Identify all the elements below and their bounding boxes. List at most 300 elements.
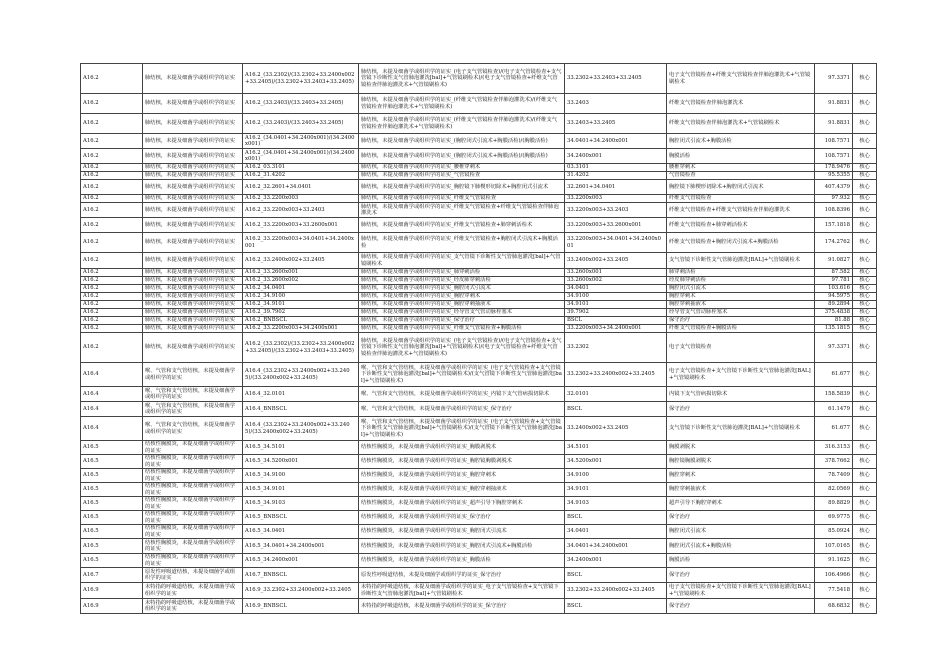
category-cell: 核心 [853,301,877,309]
diagnosis-code-cell: A16.2 [81,180,143,195]
weight-cell: 158.5839 [815,387,853,402]
category-cell: 核心 [853,417,877,441]
diagnosis-name-cell: 结核性胸膜炎，未提及细菌学或组织学的证实 [143,497,243,511]
weight-cell: 85.0924 [815,525,853,539]
group-name-cell: 肺结核，未提及细菌学或组织学的证实_(胸腔闭式引流术+胸膜活检)/(胸膜活检) [359,134,565,149]
diagnosis-code-cell: A16.2 [81,317,143,325]
category-cell: 核心 [853,583,877,599]
weight-cell: 135.1815 [815,325,853,333]
procedure-code-cell: BSCL [565,568,667,583]
diagnosis-code-cell: A16.2 [81,333,143,363]
group-name-cell: 肺结核，未提及细菌学或组织学的证实_支气管镜下诊断性支气管肺泡灌洗[bal]+气管镜刷检术 [359,253,565,269]
table-row [81,277,877,285]
group-name-cell: 结核性胸膜炎，未提及细菌学或组织学的证实_胸腔穿刺抽液术 [359,483,565,497]
diagnosis-code-cell: A16.5 [81,469,143,483]
diagnosis-code-cell: A16.2 [81,149,143,164]
group-name-cell: 肺结核，未提及细菌学或组织学的证实_胸腔镜下肺楔形切除术+胸腔闭式引流术 [359,180,565,195]
diagnosis-name-cell: 结核性胸膜炎，未提及细菌学或组织学的证实 [143,441,243,455]
table-row [81,497,877,511]
group-code-cell: A16.5_34.9100 [243,469,359,483]
diagnosis-name-cell: 原发性呼吸道结核，未提及细菌学或组织学的证实 [143,568,243,583]
procedure-code-cell: BSCL [565,317,667,325]
diagnosis-code-cell: A16.2 [81,195,143,203]
weight-cell: 106.4966 [815,568,853,583]
diagnosis-code-cell: A16.4 [81,402,143,417]
procedure-name-cell: 纤维支气管镜检查+肺穿刺活检术 [667,218,815,233]
weight-cell: 178.9476 [815,164,853,172]
diagnosis-name-cell: 结核性胸膜炎，未提及细菌学或组织学的证实 [143,511,243,525]
procedure-name-cell: 电子支气管镜检查+纤维支气管镜检查伴肺泡灌洗术+气管镜刷检术 [667,64,815,94]
procedure-name-cell: 纤维支气管镜检查伴肺泡灌洗术 [667,94,815,114]
diagnosis-name-cell: 肺结核，未提及细菌学或组织学的证实 [143,94,243,114]
diagnosis-code-cell: A16.2 [81,301,143,309]
group-name-cell: 肺结核，未提及细菌学或组织学的证实_(纤维支气管镜检查伴肺泡灌洗术)/(纤维支气管镜检查伴肺泡灌洗术+气管镜刷检术) [359,94,565,114]
weight-cell: 97.3371 [815,333,853,363]
weight-cell: 82.0569 [815,483,853,497]
group-code-cell: A16.2_34.9101 [243,301,359,309]
diagnosis-name-cell: 肺结核，未提及细菌学或组织学的证实 [143,285,243,293]
group-name-cell: 结核性胸膜炎，未提及细菌学或组织学的证实_胸膜活检 [359,554,565,568]
procedure-code-cell: 39.7902 [565,309,667,317]
group-code-cell: A16.5_BNBSCL [243,511,359,525]
weight-cell: 174.2762 [815,233,853,253]
procedure-code-cell: 34.9101 [565,301,667,309]
weight-cell: 91.8831 [815,94,853,114]
procedure-code-cell: 31.4202 [565,172,667,180]
category-cell: 核心 [853,568,877,583]
procedure-name-cell: 电子支气管镜检查 [667,333,815,363]
diagnosis-code-cell: A16.5 [81,441,143,455]
group-name-cell: 肺结核，未提及细菌学或组织学的证实_经导管支气管动脉栓塞术 [359,309,565,317]
procedure-name-cell: 经导管支气管动脉栓塞术 [667,309,815,317]
weight-cell: 378.7662 [815,455,853,469]
table-row [81,269,877,277]
procedure-code-cell: 34.5200x001 [565,455,667,469]
group-name-cell: 肺结核，未提及细菌学或组织学的证实_肺穿刺活检 [359,269,565,277]
procedure-code-cell: 33.2600x002 [565,277,667,285]
table-body [81,64,877,614]
category-cell: 核心 [853,497,877,511]
procedure-code-cell: 32.2601+34.0401 [565,180,667,195]
category-cell: 核心 [853,149,877,164]
table-row [81,149,877,164]
procedure-name-cell: 纤维支气管镜检查+纤维支气管镜检查伴肺泡灌洗术 [667,203,815,218]
category-cell: 核心 [853,387,877,402]
category-cell: 核心 [853,114,877,134]
category-cell: 核心 [853,441,877,455]
category-cell: 核心 [853,180,877,195]
category-cell: 核心 [853,483,877,497]
group-name-cell: 肺结核，未提及细菌学或组织学的证实_气管镜检查 [359,172,565,180]
diagnosis-code-cell: A16.9 [81,583,143,599]
group-code-cell: A16.9_33.2302+33.2400x002+33.2405 [243,583,359,599]
diagnosis-code-cell: A16.4 [81,363,143,387]
procedure-name-cell: 胸腔穿刺术 [667,293,815,301]
diagnosis-code-cell: A16.2 [81,218,143,233]
weight-cell: 68.6832 [815,599,853,614]
group-name-cell: 结核性胸膜炎，未提及细菌学或组织学的证实_保守治疗 [359,511,565,525]
group-code-cell: A16.4_(33.2302+33.2400x002+33.2405)/(33.2400x002+33.2405) [243,363,359,387]
procedure-code-cell: 34.2400x001 [565,149,667,164]
weight-cell: 157.1818 [815,218,853,233]
weight-cell: 77.5418 [815,583,853,599]
category-cell: 核心 [853,203,877,218]
procedure-name-cell: 胸膜剥脱术 [667,441,815,455]
group-code-cell: A16.4_BNBSCL [243,402,359,417]
category-cell: 核心 [853,195,877,203]
group-code-cell: A16.5_34.2400x001 [243,554,359,568]
diagnosis-name-cell: 肺结核，未提及细菌学或组织学的证实 [143,134,243,149]
group-code-cell: A16.2_(33.2302)/(33.2302+33.2400x002+33.2405)/(33.2302+33.2403+33.2405) [243,64,359,94]
group-name-cell: 肺结核，未提及细菌学或组织学的证实_(胸腔闭式引流术+胸膜活检)/(胸膜活检) [359,149,565,164]
category-cell: 核心 [853,402,877,417]
procedure-name-cell: 内镜下支气管病损切除术 [667,387,815,402]
diagnosis-name-cell: 肺结核，未提及细菌学或组织学的证实 [143,172,243,180]
procedure-name-cell: 保守治疗 [667,402,815,417]
table-row [81,583,877,599]
procedure-code-cell: 34.0401+34.2400x001 [565,539,667,554]
group-name-cell: 未特指的呼吸道结核，未提及细菌学或组织学的证实_保守治疗 [359,599,565,614]
group-name-cell: 肺结核，未提及细菌学或组织学的证实_纤维支气管镜检查+胸膜活检 [359,325,565,333]
procedure-name-cell: 支气管镜下诊断性支气管肺泡灌洗[BAL]+气管镜刷检术 [667,417,815,441]
group-name-cell: 结核性胸膜炎，未提及细菌学或组织学的证实_胸腔闭式引流术 [359,525,565,539]
category-cell: 核心 [853,134,877,149]
weight-cell: 89.8829 [815,497,853,511]
diagnosis-name-cell: 肺结核，未提及细菌学或组织学的证实 [143,325,243,333]
diagnosis-name-cell: 肺结核，未提及细菌学或组织学的证实 [143,301,243,309]
diagnosis-code-cell: A16.2 [81,325,143,333]
diagnosis-name-cell: 肺结核，未提及细菌学或组织学的证实 [143,149,243,164]
procedure-table [80,63,877,614]
category-cell: 核心 [853,317,877,325]
category-cell: 核心 [853,172,877,180]
procedure-code-cell: 34.9100 [565,293,667,301]
weight-cell: 78.7409 [815,469,853,483]
group-code-cell: A16.5_34.9101 [243,483,359,497]
procedure-code-cell: 34.9101 [565,483,667,497]
weight-cell: 316.3153 [815,441,853,455]
diagnosis-name-cell: 未特指的呼吸道结核，未提及细菌学或组织学的证实 [143,599,243,614]
diagnosis-code-cell: A16.2 [81,277,143,285]
category-cell: 核心 [853,94,877,114]
diagnosis-code-cell: A16.2 [81,233,143,253]
diagnosis-name-cell: 结核性胸膜炎，未提及细菌学或组织学的证实 [143,539,243,554]
weight-cell: 61.677 [815,417,853,441]
table-row [81,417,877,441]
diagnosis-name-cell: 结核性胸膜炎，未提及细菌学或组织学的证实 [143,554,243,568]
weight-cell: 91.1625 [815,554,853,568]
group-code-cell: A16.2_(34.0401+34.2400x001)/(34.2400x001) [243,134,359,149]
weight-cell: 375.4838 [815,309,853,317]
procedure-code-cell: 03.3101 [565,164,667,172]
procedure-name-cell: 超声引导下胸腔穿刺术 [667,497,815,511]
table-row [81,195,877,203]
category-cell: 核心 [853,333,877,363]
weight-cell: 91.0827 [815,253,853,269]
procedure-name-cell: 保守治疗 [667,599,815,614]
group-name-cell: 肺结核，未提及细菌学或组织学的证实_胸腔闭式引流术 [359,285,565,293]
category-cell: 核心 [853,599,877,614]
weight-cell: 108.7571 [815,149,853,164]
table-row [81,293,877,301]
diagnosis-code-cell: A16.2 [81,134,143,149]
diagnosis-code-cell: A16.5 [81,483,143,497]
table-row [81,483,877,497]
procedure-code-cell: BSCL [565,599,667,614]
weight-cell: 61.1479 [815,402,853,417]
group-name-cell: 结核性胸膜炎，未提及细菌学或组织学的证实_胸膜剥脱术 [359,441,565,455]
procedure-name-cell: 腰椎穿刺术 [667,164,815,172]
procedure-name-cell: 电子支气管镜检查+支气管镜下诊断性支气管肺泡灌洗[BAL]+气管镜刷检术 [667,583,815,599]
procedure-name-cell: 肺穿刺活检 [667,269,815,277]
procedure-code-cell: BSCL [565,402,667,417]
table-row [81,525,877,539]
table-row [81,301,877,309]
diagnosis-code-cell: A16.2 [81,293,143,301]
procedure-code-cell: 34.0401 [565,285,667,293]
diagnosis-code-cell: A16.2 [81,164,143,172]
diagnosis-code-cell: A16.2 [81,285,143,293]
weight-cell: 103.616 [815,285,853,293]
procedure-name-cell: 保守治疗 [667,317,815,325]
diagnosis-code-cell: A16.2 [81,253,143,269]
procedure-name-cell: 胸腔穿刺抽液术 [667,483,815,497]
weight-cell: 97.932 [815,195,853,203]
weight-cell: 89.2894 [815,301,853,309]
table-row [81,402,877,417]
procedure-name-cell: 胸膜活检 [667,149,815,164]
procedure-code-cell: 34.0401 [565,525,667,539]
diagnosis-name-cell: 肺结核，未提及细菌学或组织学的证实 [143,253,243,269]
table-row [81,469,877,483]
group-name-cell: 原发性呼吸道结核，未提及细菌学或组织学的证实_保守治疗 [359,568,565,583]
group-name-cell: 肺结核，未提及细菌学或组织学的证实_(电子支气管镜检查)/(电子支气管镜检查+支气管镜下诊断性支气管肺泡灌洗[bal]+气管镜刷检术)/(电子支气管镜检查+纤维支气管镜检查伴肺泡灌洗术+气管镜刷检术) [359,333,565,363]
procedure-name-cell: 保守治疗 [667,568,815,583]
table-row [81,568,877,583]
procedure-name-cell: 纤维支气管镜检查+胸膜活检 [667,325,815,333]
table-row [81,363,877,387]
procedure-code-cell: 33.2200x003+34.2400x001 [565,325,667,333]
group-name-cell: 肺结核，未提及细菌学或组织学的证实_纤维支气管镜检查+纤维支气管镜检查伴肺泡灌洗术 [359,203,565,218]
diagnosis-name-cell: 肺结核，未提及细菌学或组织学的证实 [143,309,243,317]
weight-cell: 407.4379 [815,180,853,195]
group-code-cell: A16.5_34.5101 [243,441,359,455]
diagnosis-code-cell: A16.5 [81,497,143,511]
table-row [81,317,877,325]
group-code-cell: A16.4_(33.2302+33.2400x002+33.2405)/(33.2400x002+33.2405) [243,417,359,441]
group-code-cell: A16.5_34.5200x001 [243,455,359,469]
group-name-cell: 肺结核，未提及细菌学或组织学的证实_胸腔穿刺抽液术 [359,301,565,309]
weight-cell: 97.781 [815,277,853,285]
table-row [81,441,877,455]
procedure-name-cell: 胸腔闭式引流术 [667,285,815,293]
procedure-code-cell: 34.9103 [565,497,667,511]
table-row [81,387,877,402]
group-name-cell: 结核性胸膜炎，未提及细菌学或组织学的证实_胸腔镜胸膜剥脱术 [359,455,565,469]
procedure-code-cell: 33.2400x002+33.2405 [565,253,667,269]
procedure-name-cell: 胸腔闭式引流术 [667,525,815,539]
data-sheet [80,63,876,614]
weight-cell: 107.0165 [815,539,853,554]
category-cell: 核心 [853,64,877,94]
procedure-code-cell: BSCL [565,511,667,525]
category-cell: 核心 [853,511,877,525]
weight-cell: 69.9775 [815,511,853,525]
procedure-name-cell: 经皮肺穿刺活检 [667,277,815,285]
procedure-code-cell: 33.2302+33.2400x002+33.2405 [565,363,667,387]
diagnosis-name-cell: 肺结核，未提及细菌学或组织学的证实 [143,333,243,363]
diagnosis-code-cell: A16.2 [81,203,143,218]
weight-cell: 94.5975 [815,293,853,301]
category-cell: 核心 [853,469,877,483]
category-cell: 核心 [853,309,877,317]
procedure-name-cell: 纤维支气管镜检查伴肺泡灌洗术+气管镜刷检术 [667,114,815,134]
diagnosis-name-cell: 肺结核，未提及细菌学或组织学的证实 [143,64,243,94]
diagnosis-code-cell: A16.4 [81,417,143,441]
table-row [81,599,877,614]
group-code-cell: A16.5_34.0401 [243,525,359,539]
table-row [81,511,877,525]
weight-cell: 61.677 [815,363,853,387]
procedure-code-cell: 34.9100 [565,469,667,483]
procedure-name-cell: 胸腔镜下肺楔形切除术+胸腔闭式引流术 [667,180,815,195]
diagnosis-code-cell: A16.9 [81,599,143,614]
group-name-cell: 肺结核，未提及细菌学或组织学的证实_纤维支气管镜检查+肺穿刺活检术 [359,218,565,233]
diagnosis-code-cell: A16.2 [81,172,143,180]
group-code-cell: A16.2_(33.2403)/(33.2403+33.2405) [243,114,359,134]
diagnosis-code-cell: A16.5 [81,539,143,554]
group-code-cell: A16.2_34.9100 [243,293,359,301]
group-code-cell: A16.7_BNBSCL [243,568,359,583]
diagnosis-name-cell: 肺结核，未提及细菌学或组织学的证实 [143,180,243,195]
category-cell: 核心 [853,293,877,301]
group-name-cell: 喉、气管和支气管结核，未提及细菌学或组织学的证实_(电子支气管镜检查+支气管镜下诊断性支气管肺泡灌洗[bal]+气管镜刷检术)/(支气管镜下诊断性支气管肺泡灌洗[bal]+气管镜刷检术) [359,363,565,387]
diagnosis-code-cell: A16.2 [81,309,143,317]
diagnosis-name-cell: 肺结核，未提及细菌学或组织学的证实 [143,293,243,301]
group-code-cell: A16.2_03.3101 [243,164,359,172]
diagnosis-name-cell: 喉、气管和支气管结核，未提及细菌学或组织学的证实 [143,387,243,402]
diagnosis-code-cell: A16.4 [81,387,143,402]
diagnosis-name-cell: 结核性胸膜炎，未提及细菌学或组织学的证实 [143,469,243,483]
procedure-name-cell: 气管镜检查 [667,172,815,180]
diagnosis-name-cell: 未特指的呼吸道结核，未提及细菌学或组织学的证实 [143,583,243,599]
procedure-code-cell: 33.2302+33.2403+33.2405 [565,64,667,94]
procedure-name-cell: 胸腔闭式引流术+胸膜活检 [667,539,815,554]
table-row [81,455,877,469]
diagnosis-name-cell: 肺结核，未提及细菌学或组织学的证实 [143,218,243,233]
group-name-cell: 结核性胸膜炎，未提及细菌学或组织学的证实_胸腔闭式引流术+胸膜活检 [359,539,565,554]
diagnosis-name-cell: 肺结核，未提及细菌学或组织学的证实 [143,277,243,285]
group-code-cell: A16.2_33.2200x003 [243,195,359,203]
weight-cell: 95.5355 [815,172,853,180]
diagnosis-code-cell: A16.2 [81,114,143,134]
procedure-code-cell: 33.2600x001 [565,269,667,277]
group-code-cell: A16.2_33.2400x002+33.2405 [243,253,359,269]
weight-cell: 81.88 [815,317,853,325]
weight-cell: 91.8831 [815,114,853,134]
group-code-cell: A16.2_32.2601+34.0401 [243,180,359,195]
diagnosis-code-cell: A16.2 [81,64,143,94]
procedure-name-cell: 纤维支气管镜检查+胸腔闭式引流术+胸膜活检 [667,233,815,253]
procedure-name-cell: 支气管镜下诊断性支气管肺泡灌洗[BAL]+气管镜刷检术 [667,253,815,269]
table-row [81,325,877,333]
table-row [81,253,877,269]
table-row [81,164,877,172]
group-name-cell: 肺结核，未提及细菌学或组织学的证实_腰椎穿刺术 [359,164,565,172]
category-cell: 核心 [853,269,877,277]
diagnosis-name-cell: 肺结核，未提及细菌学或组织学的证实 [143,195,243,203]
diagnosis-name-cell: 喉、气管和支气管结核，未提及细菌学或组织学的证实 [143,417,243,441]
procedure-code-cell: 33.2403+33.2405 [565,114,667,134]
diagnosis-name-cell: 结核性胸膜炎，未提及细菌学或组织学的证实 [143,483,243,497]
group-code-cell: A16.4_32.0101 [243,387,359,402]
procedure-name-cell: 胸膜活检 [667,554,815,568]
procedure-name-cell: 胸腔穿刺术 [667,469,815,483]
group-name-cell: 喉、气管和支气管结核，未提及细菌学或组织学的证实_内镜下支气管病损切除术 [359,387,565,402]
group-name-cell: 肺结核，未提及细菌学或组织学的证实_纤维支气管镜检查 [359,195,565,203]
procedure-code-cell: 34.2400x001 [565,554,667,568]
procedure-code-cell: 34.5101 [565,441,667,455]
group-name-cell: 肺结核，未提及细菌学或组织学的证实_纤维支气管镜检查+胸腔闭式引流术+胸膜活检 [359,233,565,253]
diagnosis-code-cell: A16.7 [81,568,143,583]
diagnosis-name-cell: 肺结核，未提及细菌学或组织学的证实 [143,114,243,134]
category-cell: 核心 [853,525,877,539]
group-name-cell: 肺结核，未提及细菌学或组织学的证实_经皮肺穿刺活检 [359,277,565,285]
group-code-cell: A16.2_BNBSCL [243,317,359,325]
group-name-cell: 结核性胸膜炎，未提及细菌学或组织学的证实_胸腔穿刺术 [359,469,565,483]
table-row [81,554,877,568]
group-code-cell: A16.2_(33.2403)/(33.2403+33.2405) [243,94,359,114]
group-name-cell: 肺结核，未提及细菌学或组织学的证实_胸腔穿刺术 [359,293,565,301]
diagnosis-code-cell: A16.5 [81,455,143,469]
table-row [81,180,877,195]
category-cell: 核心 [853,455,877,469]
diagnosis-code-cell: A16.2 [81,269,143,277]
procedure-code-cell: 33.2302+33.2400x002+33.2405 [565,583,667,599]
group-name-cell: 结核性胸膜炎，未提及细菌学或组织学的证实_超声引导下胸腔穿刺术 [359,497,565,511]
category-cell: 核心 [853,539,877,554]
table-row [81,539,877,554]
diagnosis-name-cell: 肺结核，未提及细菌学或组织学的证实 [143,317,243,325]
table-row [81,333,877,363]
table-row [81,285,877,293]
category-cell: 核心 [853,277,877,285]
procedure-name-cell: 胸腔闭式引流术+胸膜活检 [667,134,815,149]
procedure-code-cell: 33.2403 [565,94,667,114]
diagnosis-code-cell: A16.5 [81,554,143,568]
category-cell: 核心 [853,285,877,293]
table-row [81,203,877,218]
group-code-cell: A16.2_34.0401 [243,285,359,293]
group-name-cell: 喉、气管和支气管结核，未提及细菌学或组织学的证实_保守治疗 [359,402,565,417]
diagnosis-code-cell: A16.5 [81,525,143,539]
procedure-code-cell: 33.2400x002+33.2405 [565,417,667,441]
procedure-name-cell: 电子支气管镜检查+支气管镜下诊断性支气管肺泡灌洗[BAL]+气管镜刷检术 [667,363,815,387]
category-cell: 核心 [853,164,877,172]
procedure-name-cell: 胸腔镜胸膜剥脱术 [667,455,815,469]
diagnosis-name-cell: 结核性胸膜炎，未提及细菌学或组织学的证实 [143,525,243,539]
group-code-cell: A16.2_33.2200x003+33.2600x001 [243,218,359,233]
diagnosis-name-cell: 喉、气管和支气管结核，未提及细菌学或组织学的证实 [143,402,243,417]
category-cell: 核心 [853,554,877,568]
group-code-cell: A16.2_33.2200x003+33.2403 [243,203,359,218]
weight-cell: 108.7571 [815,134,853,149]
group-name-cell: 肺结核，未提及细菌学或组织学的证实_保守治疗 [359,317,565,325]
group-code-cell: A16.2_39.7902 [243,309,359,317]
group-code-cell: A16.2_33.2600x001 [243,269,359,277]
procedure-name-cell: 胸腔穿刺抽液术 [667,301,815,309]
diagnosis-name-cell: 肺结核，未提及细菌学或组织学的证实 [143,233,243,253]
